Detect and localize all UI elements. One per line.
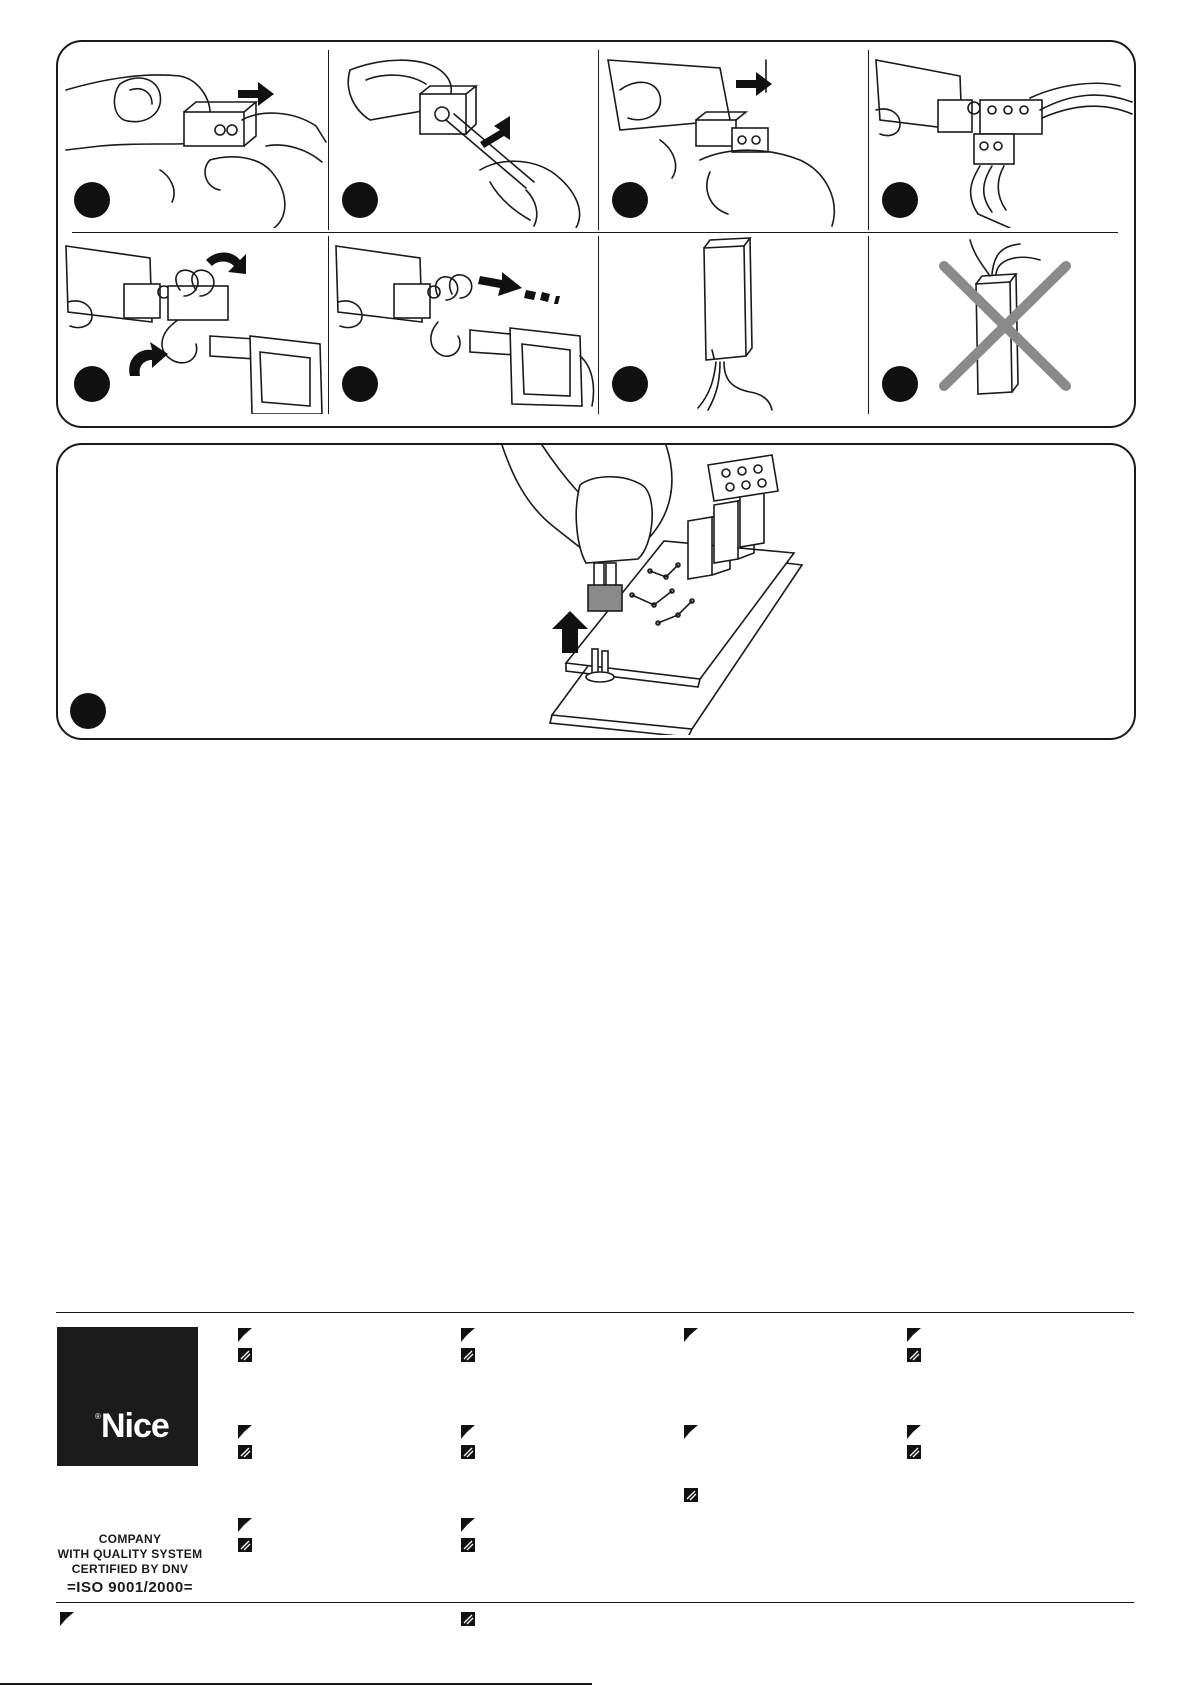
phone-marker-icon bbox=[60, 1612, 74, 1626]
cert-line-2: WITH QUALITY SYSTEM bbox=[57, 1547, 203, 1561]
column-divider bbox=[868, 236, 869, 414]
step-4-illustration bbox=[870, 50, 1138, 228]
step-6-marker bbox=[342, 366, 378, 402]
fax-marker-icon bbox=[238, 1538, 252, 1552]
logo-text: Nice bbox=[101, 1407, 169, 1445]
fax-marker-icon bbox=[907, 1445, 921, 1459]
installation-steps-panel bbox=[56, 40, 1136, 428]
step-8-illustration bbox=[870, 236, 1138, 414]
step-5-marker bbox=[74, 366, 110, 402]
fax-marker-icon bbox=[461, 1348, 475, 1362]
step-7-illustration bbox=[600, 236, 868, 414]
step-2-illustration bbox=[330, 50, 598, 228]
fax-marker-icon bbox=[461, 1445, 475, 1459]
step-7-marker bbox=[612, 366, 648, 402]
fax-marker-icon bbox=[461, 1538, 475, 1552]
row-divider bbox=[72, 232, 1118, 233]
fax-marker-icon bbox=[461, 1612, 475, 1626]
cert-line-1: COMPANY bbox=[98, 1532, 162, 1546]
step-1-illustration bbox=[60, 50, 328, 228]
jumper-illustration bbox=[482, 445, 862, 735]
footer-top-rule bbox=[56, 1312, 1134, 1313]
column-divider bbox=[598, 236, 599, 414]
cert-line-3: CERTIFIED BY DNV bbox=[71, 1562, 189, 1576]
fax-marker-icon bbox=[684, 1488, 698, 1502]
step-5-illustration bbox=[60, 236, 328, 414]
quality-certification bbox=[56, 1532, 204, 1597]
column-divider bbox=[598, 50, 599, 230]
column-divider bbox=[328, 50, 329, 230]
registered-mark: ® bbox=[95, 1412, 101, 1421]
fax-marker-icon bbox=[907, 1348, 921, 1362]
footer-bottom-rule bbox=[56, 1602, 1134, 1603]
phone-marker-icon bbox=[238, 1425, 252, 1439]
phone-marker-icon bbox=[238, 1328, 252, 1342]
step-3-illustration bbox=[600, 50, 868, 228]
step-3-marker bbox=[612, 182, 648, 218]
fax-marker-icon bbox=[238, 1348, 252, 1362]
step-6-illustration bbox=[330, 236, 598, 414]
phone-marker-icon bbox=[238, 1518, 252, 1532]
phone-marker-icon bbox=[684, 1425, 698, 1439]
phone-marker-icon bbox=[461, 1518, 475, 1532]
phone-marker-icon bbox=[461, 1328, 475, 1342]
iso-standard: =ISO 9001/2000= bbox=[67, 1579, 193, 1596]
step-4-marker bbox=[882, 182, 918, 218]
jumper-removal-panel bbox=[56, 443, 1136, 740]
step-9-marker bbox=[70, 693, 106, 729]
phone-marker-icon bbox=[907, 1425, 921, 1439]
fax-marker-icon bbox=[238, 1445, 252, 1459]
phone-marker-icon bbox=[461, 1425, 475, 1439]
phone-marker-icon bbox=[907, 1328, 921, 1342]
step-1-marker bbox=[74, 182, 110, 218]
step-8-marker bbox=[882, 366, 918, 402]
column-divider bbox=[868, 50, 869, 230]
phone-marker-icon bbox=[684, 1328, 698, 1342]
step-2-marker bbox=[342, 182, 378, 218]
column-divider bbox=[328, 236, 329, 414]
